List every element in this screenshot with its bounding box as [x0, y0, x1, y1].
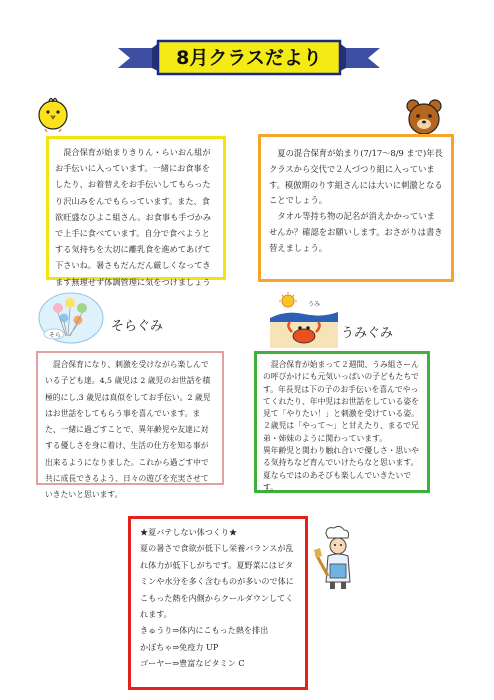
- beach-crab-icon: [268, 292, 340, 352]
- summer-care-box: [258, 134, 454, 282]
- umi-scene-label: うみ: [308, 301, 321, 308]
- chick-class-box: [46, 136, 226, 287]
- health-item: きゅうり⇒体内にこもった熱を排出: [140, 625, 269, 636]
- umi-heading: うみぐみ: [341, 326, 394, 341]
- health-text: 夏の暑さで食欲が低下し栄養バランスが乱れ体力が低下しがちです。夏野菜にはビタミンや水分を多く含むものが多いので体にこもった熱を内側からクールダウンしてくれます。: [140, 543, 294, 620]
- sora-class-box: [36, 351, 224, 500]
- balloons-icon: [36, 290, 106, 350]
- health-item: ゴーヤー⇒豊富なビタミン C: [140, 658, 245, 669]
- title-banner: [118, 38, 380, 78]
- chef-icon: [314, 524, 358, 594]
- sora-class-text: 混合保育になり、刺激を受けながら楽しんでいる子ども達。4,5 歳児は 2 歳児のお世話を積極的にし,3 歳児は真似をしてお手伝い。2 歳児はお世話をしてもらう事を喜んでいます。また、一緒に過ごすことで、異年齢児や友達に対する優しさを身に着け、生活の仕方を知る事が出来るようになりました。これから過ごす中で共に成長できるよう、日々の遊びを充実させていきたいと思います。: [45, 360, 211, 500]
- summer-health-box: [128, 516, 308, 690]
- umi-class-text: 混合保育が始まって２週間、うみ組さーんの呼びかけにも元気いっぱいの子どもたちです。年長児は下の子のお手伝いを喜んでやってくれたり、年中児はお世話をしている姿を見て「やりたい！」と刺激を受けている姿。２歳児は「やって～」と甘えたり、まるで兄弟・姉妹のように関わっています。 異年齢児と関わり触れ合いで優しさ・思いやる気持ちなど育んでいけたらなと思います。夏ならではのあそびも楽しんでいきたいです。: [263, 360, 419, 492]
- summer-care-text: 夏の混合保育が始まり(7/17～8/9 まで)年長クラスから交代で２人づつり組に入っています。模倣期のりす組さんには大いに刺激となることでしょう。 タオル等持ち物の記名が消えかかっていませんか？確認をお願いします。おさがりは書き替えましょう。: [269, 148, 443, 253]
- health-title: ★夏バテしない体つくり★: [140, 527, 238, 537]
- umi-class-box: [254, 351, 430, 493]
- chick-class-text: 混合保育が始まりきりん・らいおん組がお手伝いに入っています。一緒にお食事をしたり、お着替えをお手伝いしてもらったり沢山みをんでもらっています。また、食欲旺盛なひよこ組さん。お食事も手づかみで上手に食べています。自分で食べようとする気持ちを大切に離乳食を進めてあげて下さいね。暑さもだんだん厳しくなってきます無理せず体調管理に気をつけましょう: [55, 147, 212, 287]
- sora-heading: そらぐみ: [111, 319, 164, 334]
- page-title: 8月クラスだより: [176, 47, 322, 69]
- sora-cloud-label: そら: [49, 332, 62, 339]
- health-item: かぼちゃ⇒免疫力 UP: [140, 641, 219, 652]
- chick-icon: [36, 94, 70, 136]
